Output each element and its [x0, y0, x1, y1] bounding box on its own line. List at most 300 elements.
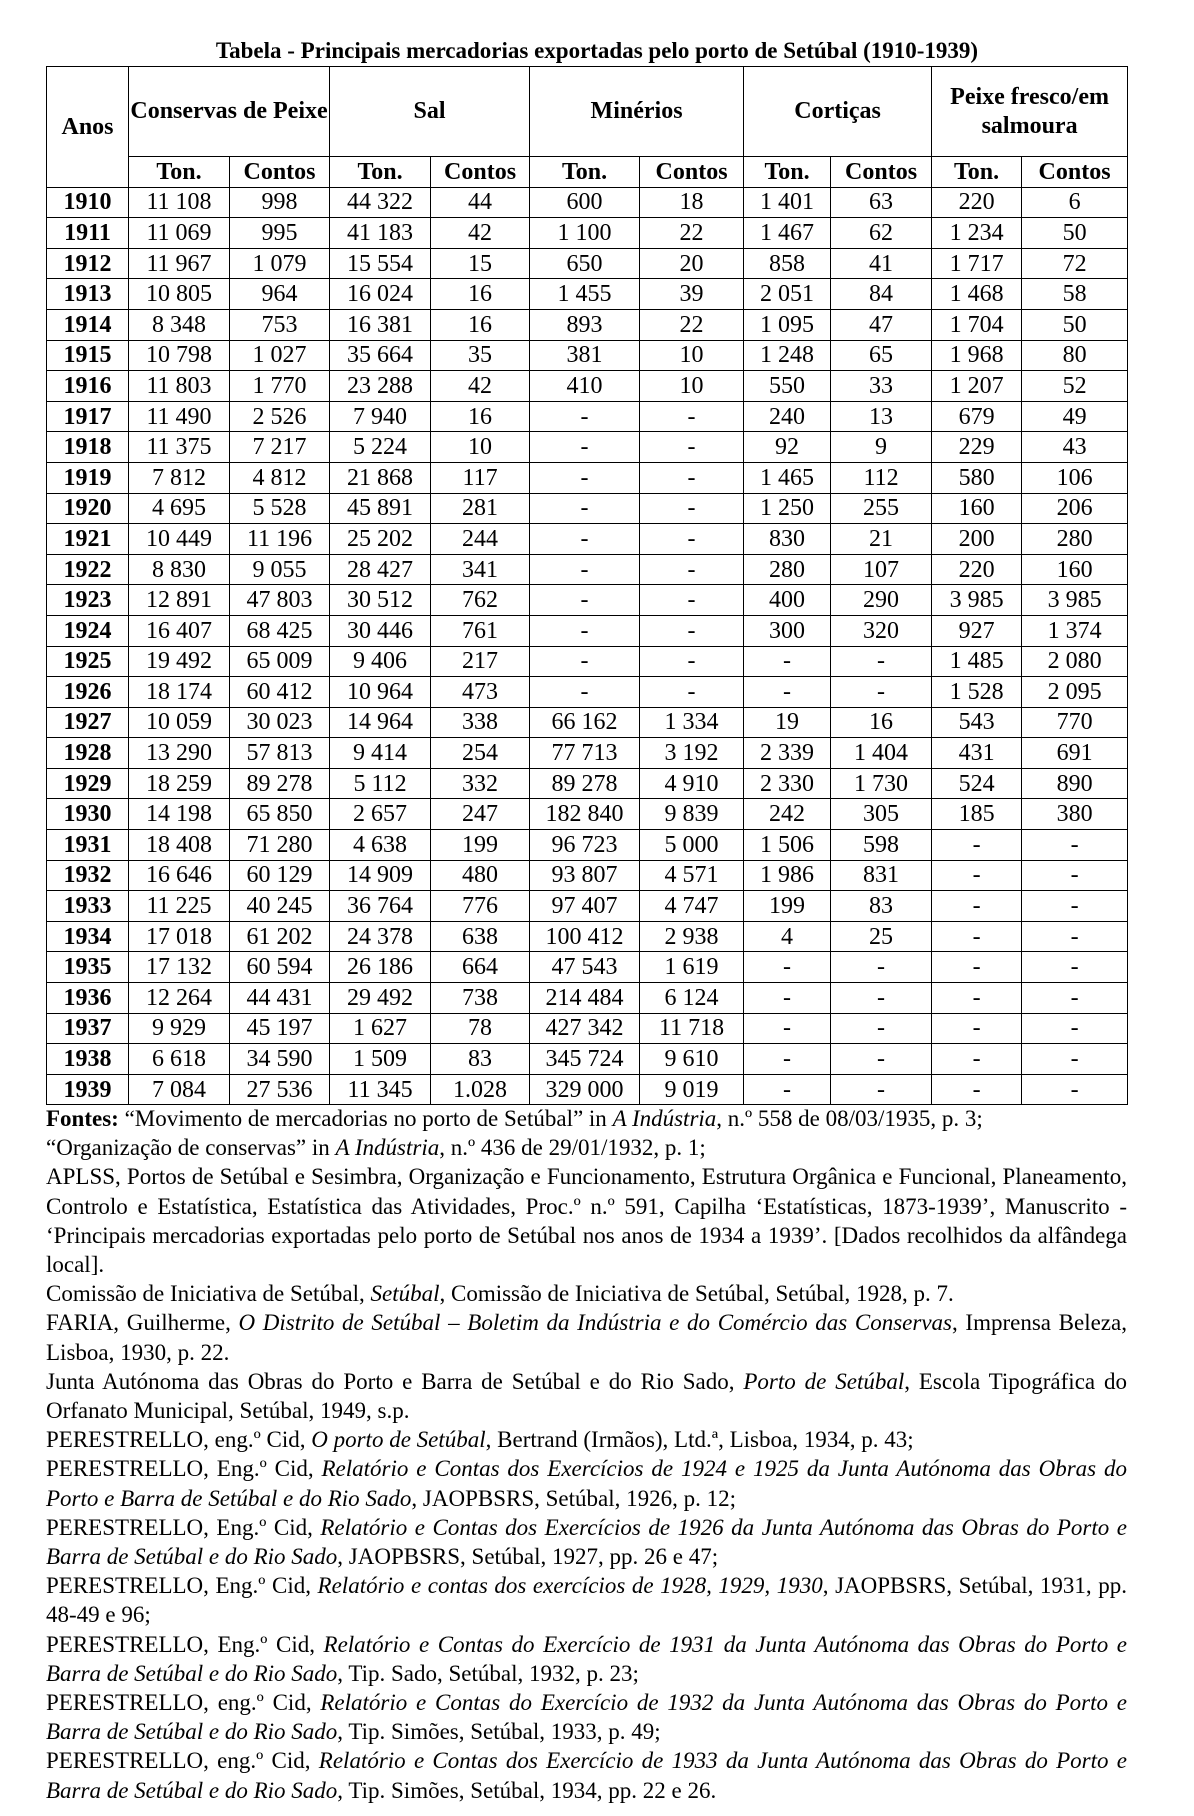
value-cell: 4 910 — [640, 768, 744, 799]
value-cell: 247 — [431, 799, 530, 830]
table-row — [47, 279, 1128, 310]
source-text: PERESTRELLO, Eng.º Cid, — [46, 1631, 324, 1657]
value-cell: 16 — [431, 279, 530, 310]
value-cell: 100 412 — [530, 921, 640, 952]
value-cell: 1 627 — [330, 1013, 431, 1044]
value-cell: 19 — [744, 707, 831, 738]
value-cell: 11 718 — [640, 1013, 744, 1044]
year-cell: 1930 — [47, 799, 129, 830]
value-cell: 28 427 — [330, 554, 431, 585]
source-text: APLSS, Portos de Setúbal e Sesimbra, Organização e Funcionamento, Estrutura Orgânica e Funcional, Planeamento, Controlo e Estatística, Estatística das Atividades, Proc.º n.º 591, Capilha ‘Estatísticas, 1873-1939’, Manuscrito - ‘Principais mercadorias exportadas pelo porto de Setúbal nos anos de 1934 a 1939’. [Dados recolhidos da alfândega local]. — [46, 1164, 1127, 1278]
value-cell: - — [530, 524, 640, 555]
year-cell: 1918 — [47, 432, 129, 463]
value-cell: - — [530, 462, 640, 493]
value-cell: 664 — [431, 952, 530, 983]
value-cell: 44 322 — [330, 187, 431, 218]
value-cell: 22 — [640, 309, 744, 340]
value-cell: 1 730 — [831, 768, 932, 799]
value-cell: 41 183 — [330, 218, 431, 249]
value-cell: - — [1022, 921, 1128, 952]
value-cell: 65 — [831, 340, 932, 371]
value-cell: - — [530, 615, 640, 646]
value-cell: - — [530, 401, 640, 432]
group-header: Conservas de Peixe — [129, 67, 330, 157]
value-cell: 14 909 — [330, 860, 431, 891]
value-cell: - — [932, 1074, 1022, 1105]
value-cell: 58 — [1022, 279, 1128, 310]
value-cell: 8 348 — [129, 309, 230, 340]
value-cell: - — [640, 646, 744, 677]
value-cell: 1 528 — [932, 677, 1022, 708]
value-cell: 30 512 — [330, 585, 431, 616]
value-cell: - — [744, 1044, 831, 1075]
value-cell: 18 174 — [129, 677, 230, 708]
source-title: Relatório e Contas dos Exercícios de 1924 e 1925 da Junta Autónoma das Obras do Porto e Barra de Setúbal e do Rio Sado — [46, 1456, 1127, 1511]
value-cell: - — [932, 891, 1022, 922]
value-cell: 12 891 — [129, 585, 230, 616]
source-text: , Tip. Sado, Setúbal, 1932, p. 23; — [337, 1660, 639, 1686]
value-cell: 66 162 — [530, 707, 640, 738]
value-cell: 229 — [932, 432, 1022, 463]
year-cell: 1926 — [47, 677, 129, 708]
value-cell: 2 330 — [744, 768, 831, 799]
value-cell: 83 — [831, 891, 932, 922]
year-cell: 1932 — [47, 860, 129, 891]
value-cell: 16 381 — [330, 309, 431, 340]
value-cell: 1 468 — [932, 279, 1022, 310]
source-text: FARIA, Guilherme, — [46, 1310, 239, 1336]
value-cell: 1 717 — [932, 248, 1022, 279]
value-cell: 17 018 — [129, 921, 230, 952]
value-cell: - — [831, 677, 932, 708]
source-text: Junta Autónoma das Obras do Porto e Barra de Setúbal e do Rio Sado, — [46, 1368, 744, 1394]
source-text: , Tip. Simões, Setúbal, 1933, p. 49; — [337, 1719, 661, 1745]
year-header: Anos — [47, 67, 129, 188]
value-cell: 11 345 — [330, 1074, 431, 1105]
value-cell: 1 986 — [744, 860, 831, 891]
value-cell: - — [640, 615, 744, 646]
value-cell: - — [1022, 983, 1128, 1014]
year-cell: 1920 — [47, 493, 129, 524]
value-cell: - — [1022, 830, 1128, 861]
value-cell: - — [640, 462, 744, 493]
value-cell: - — [744, 1013, 831, 1044]
table-row — [47, 309, 1128, 340]
value-cell: - — [530, 646, 640, 677]
value-cell: 4 695 — [129, 493, 230, 524]
table-row — [47, 891, 1128, 922]
value-cell: 29 492 — [330, 983, 431, 1014]
table-row — [47, 585, 1128, 616]
value-cell: 1 465 — [744, 462, 831, 493]
value-cell: 16 646 — [129, 860, 230, 891]
source-entry — [46, 1571, 1127, 1629]
year-cell: 1935 — [47, 952, 129, 983]
source-text: PERESTRELLO, Eng.º Cid, — [46, 1514, 321, 1540]
value-cell: - — [1022, 1044, 1128, 1075]
value-cell: - — [1022, 952, 1128, 983]
year-cell: 1916 — [47, 371, 129, 402]
source-text: “Organização de conservas” in — [46, 1135, 336, 1161]
value-cell: 80 — [1022, 340, 1128, 371]
value-cell: 47 — [831, 309, 932, 340]
value-cell: 7 940 — [330, 401, 431, 432]
table-row — [47, 554, 1128, 585]
value-cell: 753 — [230, 309, 330, 340]
table-row — [47, 524, 1128, 555]
contos-header: Contos — [640, 157, 744, 188]
value-cell: 770 — [1022, 707, 1128, 738]
value-cell: - — [530, 554, 640, 585]
value-cell: 691 — [1022, 738, 1128, 769]
value-cell: 35 664 — [330, 340, 431, 371]
value-cell: 50 — [1022, 218, 1128, 249]
value-cell: - — [530, 677, 640, 708]
value-cell: 72 — [1022, 248, 1128, 279]
value-cell: 427 342 — [530, 1013, 640, 1044]
value-cell: 93 807 — [530, 860, 640, 891]
exports-table — [46, 66, 1128, 1105]
sources-label: Fontes: — [46, 1106, 119, 1131]
value-cell: 45 197 — [230, 1013, 330, 1044]
value-cell: 1 509 — [330, 1044, 431, 1075]
value-cell: 4 747 — [640, 891, 744, 922]
value-cell: 42 — [431, 371, 530, 402]
source-text: , Bertrand (Irmãos), Ltd.ª, Lisboa, 1934, p. 43; — [485, 1427, 914, 1453]
value-cell: - — [744, 677, 831, 708]
table-row — [47, 860, 1128, 891]
table-row — [47, 799, 1128, 830]
value-cell: 638 — [431, 921, 530, 952]
source-title: A Indústria — [335, 1135, 440, 1161]
value-cell: 3 985 — [1022, 585, 1128, 616]
value-cell: - — [640, 493, 744, 524]
group-header: Cortiças — [744, 67, 932, 157]
value-cell: 1.028 — [431, 1074, 530, 1105]
value-cell: 36 764 — [330, 891, 431, 922]
value-cell: 220 — [932, 554, 1022, 585]
value-cell: 47 543 — [530, 952, 640, 983]
value-cell: 60 412 — [230, 677, 330, 708]
value-cell: 5 112 — [330, 768, 431, 799]
value-cell: 42 — [431, 218, 530, 249]
year-cell: 1917 — [47, 401, 129, 432]
value-cell: 1 968 — [932, 340, 1022, 371]
year-cell: 1912 — [47, 248, 129, 279]
year-cell: 1928 — [47, 738, 129, 769]
value-cell: 473 — [431, 677, 530, 708]
value-cell: 9 414 — [330, 738, 431, 769]
value-cell: 1 401 — [744, 187, 831, 218]
value-cell: - — [1022, 1013, 1128, 1044]
value-cell: 341 — [431, 554, 530, 585]
value-cell: - — [932, 1013, 1022, 1044]
value-cell: 1 506 — [744, 830, 831, 861]
value-cell: 30 446 — [330, 615, 431, 646]
source-text: , JAOPBSRS, Setúbal, 1927, pp. 26 e 47; — [337, 1544, 719, 1570]
value-cell: 927 — [932, 615, 1022, 646]
value-cell: 10 — [640, 340, 744, 371]
group-header: Peixe fresco/em salmoura — [932, 67, 1128, 157]
value-cell: 16 — [431, 309, 530, 340]
value-cell: 160 — [932, 493, 1022, 524]
source-title: O porto de Setúbal — [311, 1427, 486, 1453]
value-cell: 1 374 — [1022, 615, 1128, 646]
year-cell: 1927 — [47, 707, 129, 738]
value-cell: 830 — [744, 524, 831, 555]
source-entry — [46, 1454, 1127, 1512]
value-cell: 15 — [431, 248, 530, 279]
value-cell: - — [932, 921, 1022, 952]
value-cell: 52 — [1022, 371, 1128, 402]
value-cell: 25 202 — [330, 524, 431, 555]
value-cell: 49 — [1022, 401, 1128, 432]
value-cell: - — [1022, 860, 1128, 891]
sources-notes — [46, 1104, 1127, 1805]
value-cell: 320 — [831, 615, 932, 646]
value-cell: 4 812 — [230, 462, 330, 493]
table-row — [47, 921, 1128, 952]
value-cell: 14 198 — [129, 799, 230, 830]
value-cell: 761 — [431, 615, 530, 646]
value-cell: 1 704 — [932, 309, 1022, 340]
value-cell: 18 408 — [129, 830, 230, 861]
value-cell: 63 — [831, 187, 932, 218]
year-cell: 1933 — [47, 891, 129, 922]
value-cell: 107 — [831, 554, 932, 585]
value-cell: 14 964 — [330, 707, 431, 738]
value-cell: 96 723 — [530, 830, 640, 861]
value-cell: 2 339 — [744, 738, 831, 769]
year-cell: 1938 — [47, 1044, 129, 1075]
value-cell: 580 — [932, 462, 1022, 493]
source-title: Porto de Setúbal — [743, 1368, 905, 1394]
value-cell: 1 234 — [932, 218, 1022, 249]
value-cell: 2 095 — [1022, 677, 1128, 708]
value-cell: 43 — [1022, 432, 1128, 463]
source-text: , JAOPBSRS, Setúbal, 1931, pp. 48-49 e 96; — [46, 1573, 1128, 1628]
table-row — [47, 371, 1128, 402]
group-header: Sal — [330, 67, 530, 157]
value-cell: 9 929 — [129, 1013, 230, 1044]
contos-header: Contos — [230, 157, 330, 188]
table-row — [47, 707, 1128, 738]
source-title: Relatório e Contas dos Exercício de 1933 da Junta Autónoma das Obras do Porto e Barra de Setúbal e do Rio Sado — [46, 1748, 1127, 1803]
value-cell: 83 — [431, 1044, 530, 1075]
value-cell: 40 245 — [230, 891, 330, 922]
value-cell: 65 009 — [230, 646, 330, 677]
value-cell: 214 484 — [530, 983, 640, 1014]
value-cell: 305 — [831, 799, 932, 830]
value-cell: 78 — [431, 1013, 530, 1044]
table-row — [47, 983, 1128, 1014]
value-cell: 1 095 — [744, 309, 831, 340]
value-cell: 431 — [932, 738, 1022, 769]
source-entry — [46, 1425, 1127, 1454]
value-cell: 2 051 — [744, 279, 831, 310]
value-cell: 300 — [744, 615, 831, 646]
year-cell: 1931 — [47, 830, 129, 861]
source-entry — [46, 1308, 1127, 1366]
value-cell: 380 — [1022, 799, 1128, 830]
value-cell: 5 000 — [640, 830, 744, 861]
value-cell: 244 — [431, 524, 530, 555]
value-cell: 6 618 — [129, 1044, 230, 1075]
year-cell: 1919 — [47, 462, 129, 493]
source-text: , n.º 558 de 08/03/1935, p. 3; — [716, 1106, 983, 1131]
value-cell: 97 407 — [530, 891, 640, 922]
source-text: Comissão de Iniciativa de Setúbal, — [46, 1281, 371, 1307]
value-cell: 199 — [431, 830, 530, 861]
source-entry — [46, 1513, 1127, 1571]
value-cell: 160 — [1022, 554, 1128, 585]
value-cell: 400 — [744, 585, 831, 616]
value-cell: 71 280 — [230, 830, 330, 861]
value-cell: 16 — [431, 401, 530, 432]
value-cell: 16 407 — [129, 615, 230, 646]
value-cell: - — [932, 952, 1022, 983]
value-cell: - — [530, 432, 640, 463]
value-cell: 1 027 — [230, 340, 330, 371]
value-cell: 84 — [831, 279, 932, 310]
table-row — [47, 677, 1128, 708]
tons-header: Ton. — [330, 157, 431, 188]
value-cell: 10 798 — [129, 340, 230, 371]
value-cell: 16 — [831, 707, 932, 738]
value-cell: 24 378 — [330, 921, 431, 952]
value-cell: 41 — [831, 248, 932, 279]
tons-header: Ton. — [129, 157, 230, 188]
value-cell: 3 192 — [640, 738, 744, 769]
year-cell: 1939 — [47, 1074, 129, 1105]
value-cell: 10 964 — [330, 677, 431, 708]
value-cell: 11 375 — [129, 432, 230, 463]
value-cell: 4 571 — [640, 860, 744, 891]
value-cell: 381 — [530, 340, 640, 371]
year-cell: 1925 — [47, 646, 129, 677]
value-cell: 9 — [831, 432, 932, 463]
value-cell: 524 — [932, 768, 1022, 799]
table-row — [47, 340, 1128, 371]
value-cell: 7 217 — [230, 432, 330, 463]
value-cell: - — [932, 983, 1022, 1014]
value-cell: 776 — [431, 891, 530, 922]
source-title: A Indústria — [612, 1106, 717, 1131]
value-cell: - — [932, 830, 1022, 861]
value-cell: 62 — [831, 218, 932, 249]
value-cell: 254 — [431, 738, 530, 769]
value-cell: 11 967 — [129, 248, 230, 279]
source-entry — [46, 1104, 1127, 1133]
value-cell: 35 — [431, 340, 530, 371]
value-cell: 11 069 — [129, 218, 230, 249]
value-cell: 57 813 — [230, 738, 330, 769]
contos-header: Contos — [1022, 157, 1128, 188]
value-cell: 679 — [932, 401, 1022, 432]
value-cell: 738 — [431, 983, 530, 1014]
value-cell: 550 — [744, 371, 831, 402]
value-cell: 10 — [431, 432, 530, 463]
value-cell: 18 259 — [129, 768, 230, 799]
value-cell: 10 805 — [129, 279, 230, 310]
value-cell: 68 425 — [230, 615, 330, 646]
value-cell: 964 — [230, 279, 330, 310]
value-cell: 10 059 — [129, 707, 230, 738]
value-cell: 1 770 — [230, 371, 330, 402]
value-cell: 11 490 — [129, 401, 230, 432]
value-cell: 10 — [640, 371, 744, 402]
source-text: , JAOPBSRS, Setúbal, 1926, p. 12; — [411, 1485, 737, 1511]
value-cell: 112 — [831, 462, 932, 493]
source-text: , Tip. Simões, Setúbal, 1934, pp. 22 e 26. — [337, 1777, 717, 1803]
value-cell: 182 840 — [530, 799, 640, 830]
value-cell: - — [932, 1044, 1022, 1075]
value-cell: 290 — [831, 585, 932, 616]
value-cell: 831 — [831, 860, 932, 891]
value-cell: 410 — [530, 371, 640, 402]
value-cell: 998 — [230, 187, 330, 218]
value-cell: - — [640, 677, 744, 708]
value-cell: 206 — [1022, 493, 1128, 524]
table-row — [47, 1074, 1128, 1105]
table-row — [47, 493, 1128, 524]
value-cell: 240 — [744, 401, 831, 432]
table-row — [47, 830, 1128, 861]
value-cell: 9 610 — [640, 1044, 744, 1075]
value-cell: 890 — [1022, 768, 1128, 799]
source-entry — [46, 1279, 1127, 1308]
table-row — [47, 187, 1128, 218]
value-cell: 23 288 — [330, 371, 431, 402]
source-text: , Escola Tipográfica do Orfanato Municipal, Setúbal, 1949, s.p. — [46, 1368, 1127, 1424]
value-cell: 44 431 — [230, 983, 330, 1014]
value-cell: 6 124 — [640, 983, 744, 1014]
year-cell: 1934 — [47, 921, 129, 952]
year-cell: 1915 — [47, 340, 129, 371]
value-cell: 6 — [1022, 187, 1128, 218]
source-text: PERESTRELLO, eng.º Cid, — [46, 1427, 312, 1453]
year-cell: 1937 — [47, 1013, 129, 1044]
value-cell: 22 — [640, 218, 744, 249]
source-text: PERESTRELLO, eng.º Cid, — [46, 1690, 321, 1716]
year-cell: 1922 — [47, 554, 129, 585]
value-cell: 65 850 — [230, 799, 330, 830]
value-cell: 44 — [431, 187, 530, 218]
value-cell: 345 724 — [530, 1044, 640, 1075]
source-title: Relatório e contas dos exercícios de 1928, 1929, 1930 — [317, 1573, 823, 1599]
value-cell: 8 830 — [129, 554, 230, 585]
table-row — [47, 1044, 1128, 1075]
value-cell: 1 100 — [530, 218, 640, 249]
value-cell: 60 594 — [230, 952, 330, 983]
value-cell: - — [831, 1013, 932, 1044]
table-row — [47, 952, 1128, 983]
value-cell: 5 528 — [230, 493, 330, 524]
value-cell: 220 — [932, 187, 1022, 218]
value-cell: 20 — [640, 248, 744, 279]
value-cell: 332 — [431, 768, 530, 799]
value-cell: 1 619 — [640, 952, 744, 983]
value-cell: 7 084 — [129, 1074, 230, 1105]
value-cell: 280 — [1022, 524, 1128, 555]
value-cell: 9 839 — [640, 799, 744, 830]
value-cell: 1 334 — [640, 707, 744, 738]
value-cell: - — [1022, 1074, 1128, 1105]
value-cell: 995 — [230, 218, 330, 249]
value-cell: 13 290 — [129, 738, 230, 769]
source-entry — [46, 1688, 1127, 1746]
table-row — [47, 432, 1128, 463]
